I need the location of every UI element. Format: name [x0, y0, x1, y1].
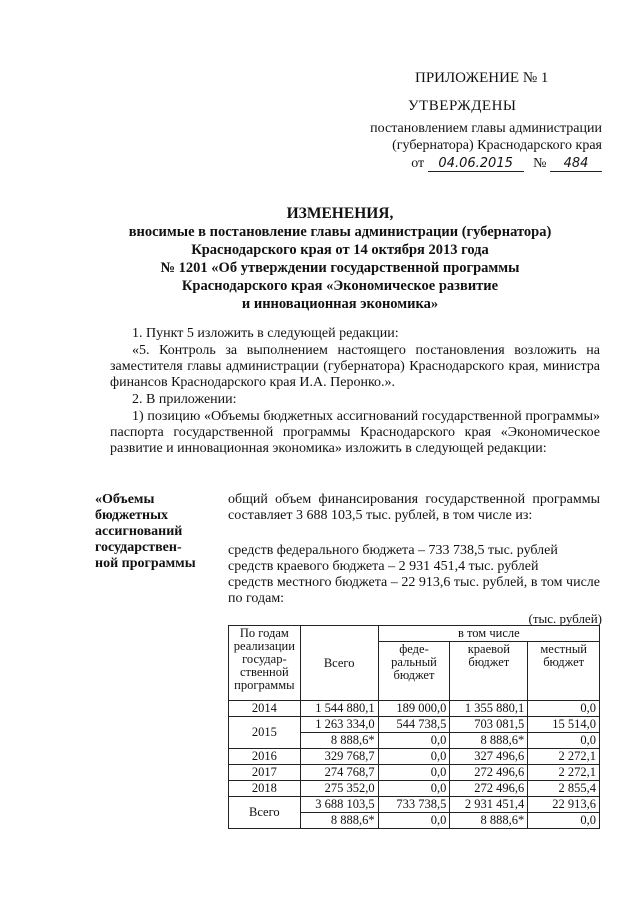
table-header-row	[229, 626, 600, 642]
date-prefix: от	[411, 156, 425, 171]
passport-label-line-4: государствен-	[95, 540, 182, 555]
header-including: в том числе	[378, 626, 599, 642]
approval-line-2: (губернатора) Краснодарского края	[392, 138, 602, 153]
cell-regional: 1 355 880,1	[450, 701, 528, 717]
title-line-1: вносимые в постановление главы администрации (губернатора)	[128, 224, 552, 240]
title-line-4: Краснодарского края «Экономическое развитие	[181, 278, 499, 294]
cell-total: 329 768,7	[300, 749, 378, 765]
table-row	[229, 701, 600, 717]
approved-label: УТВЕРЖДЕНЫ	[408, 98, 517, 114]
cell-local: 0,0	[528, 701, 600, 717]
table-row	[229, 797, 600, 813]
cell-year: 2015	[229, 717, 301, 749]
title-line-2: Краснодарского края от 14 октября 2013 года	[191, 242, 489, 258]
cell-regional: 8 888,6*	[450, 733, 528, 749]
cell-local: 2 855,4	[528, 781, 600, 797]
number-prefix: №	[533, 156, 547, 171]
cell-federal: 544 738,5	[378, 717, 450, 733]
cell-federal: 189 000,0	[378, 701, 450, 717]
units-label: (тыс. рублей)	[528, 611, 602, 626]
header-local: местный бюджет	[528, 642, 600, 701]
cell-year: 2014	[229, 701, 301, 717]
cell-local: 2 272,1	[528, 749, 600, 765]
table-row	[229, 717, 600, 733]
passport-text-2: средств федерального бюджета – 733 738,5 тыс. рублей	[228, 543, 558, 558]
cell-total: 1 263 334,0	[300, 717, 378, 733]
cell-year: 2017	[229, 765, 301, 781]
header-regional: краевой бюджет	[450, 642, 528, 701]
header-years: По годам реализации государ-ственной программы	[229, 626, 301, 701]
cell-local: 2 272,1	[528, 765, 600, 781]
passport-label	[95, 492, 196, 572]
table-row	[229, 781, 600, 797]
paragraph-2: «5. Контроль за выполнением настоящего постановления возложить на заместителя главы администрации (губернатора) Краснодарского края, министра финансов Краснодарского края И.А. Перонко.».	[110, 343, 600, 390]
cell-federal: 0,0	[378, 781, 450, 797]
passport-label-line-5: ной программы	[95, 556, 196, 571]
approval-line-1: постановлением главы администрации	[370, 121, 602, 136]
cell-total: 1 544 880,1	[300, 701, 378, 717]
cell-federal: 0,0	[378, 749, 450, 765]
cell-regional: 272 496,6	[450, 765, 528, 781]
header-federal: феде-ральный бюджет	[378, 642, 450, 701]
cell-total: 8 888,6*	[300, 813, 378, 829]
cell-year: Всего	[229, 797, 301, 829]
paragraph-4: 1) позицию «Объемы бюджетных ассигнований государственной программы» паспорта государственной программы Краснодарского края «Экономическое развитие и инновационная экономика» изложить в следующей редакции:	[110, 409, 600, 456]
title-line-5: и инновационная экономика»	[241, 296, 439, 312]
title-line-3: № 1201 «Об утверждении государственной программы	[160, 260, 520, 276]
passport-label-line-1: «Объемы	[95, 492, 155, 507]
cell-total: 3 688 103,5	[300, 797, 378, 813]
paragraph-3: 2. В приложении:	[132, 392, 237, 407]
funding-table	[228, 625, 600, 829]
passport-text-4: средств местного бюджета – 22 913,6 тыс. рублей, в том числе по годам:	[228, 575, 600, 606]
paragraph-1: 1. Пункт 5 изложить в следующей редакции:	[132, 326, 399, 341]
cell-federal: 0,0	[378, 813, 450, 829]
cell-regional: 703 081,5	[450, 717, 528, 733]
cell-federal: 733 738,5	[378, 797, 450, 813]
cell-year: 2016	[229, 749, 301, 765]
cell-total: 275 352,0	[300, 781, 378, 797]
cell-local: 0,0	[528, 733, 600, 749]
header-total: Всего	[300, 626, 378, 701]
table-row	[229, 749, 600, 765]
appendix-label: ПРИЛОЖЕНИЕ № 1	[415, 70, 549, 86]
cell-local: 15 514,0	[528, 717, 600, 733]
passport-label-line-2: бюджетных	[95, 508, 169, 523]
cell-regional: 8 888,6*	[450, 813, 528, 829]
cell-regional: 327 496,6	[450, 749, 528, 765]
cell-federal: 0,0	[378, 733, 450, 749]
cell-year: 2018	[229, 781, 301, 797]
cell-regional: 2 931 451,4	[450, 797, 528, 813]
cell-regional: 272 496,6	[450, 781, 528, 797]
approval-date-line	[411, 156, 602, 172]
passport-label-line-3: ассигнований	[95, 524, 183, 539]
document-heading: ИЗМЕНЕНИЯ,	[286, 205, 394, 222]
cell-local: 22 913,6	[528, 797, 600, 813]
date-value: 04.06.2015	[428, 156, 524, 172]
cell-federal: 0,0	[378, 765, 450, 781]
passport-text-3: средств краевого бюджета – 2 931 451,4 тыс. рублей	[228, 559, 539, 574]
cell-total: 274 768,7	[300, 765, 378, 781]
cell-local: 0,0	[528, 813, 600, 829]
passport-text-1: общий объем финансирования государственной программы составляет 3 688 103,5 тыс. рублей, в том числе из:	[228, 492, 600, 523]
cell-total: 8 888,6*	[300, 733, 378, 749]
table-row	[229, 765, 600, 781]
number-value: 484	[550, 156, 602, 172]
